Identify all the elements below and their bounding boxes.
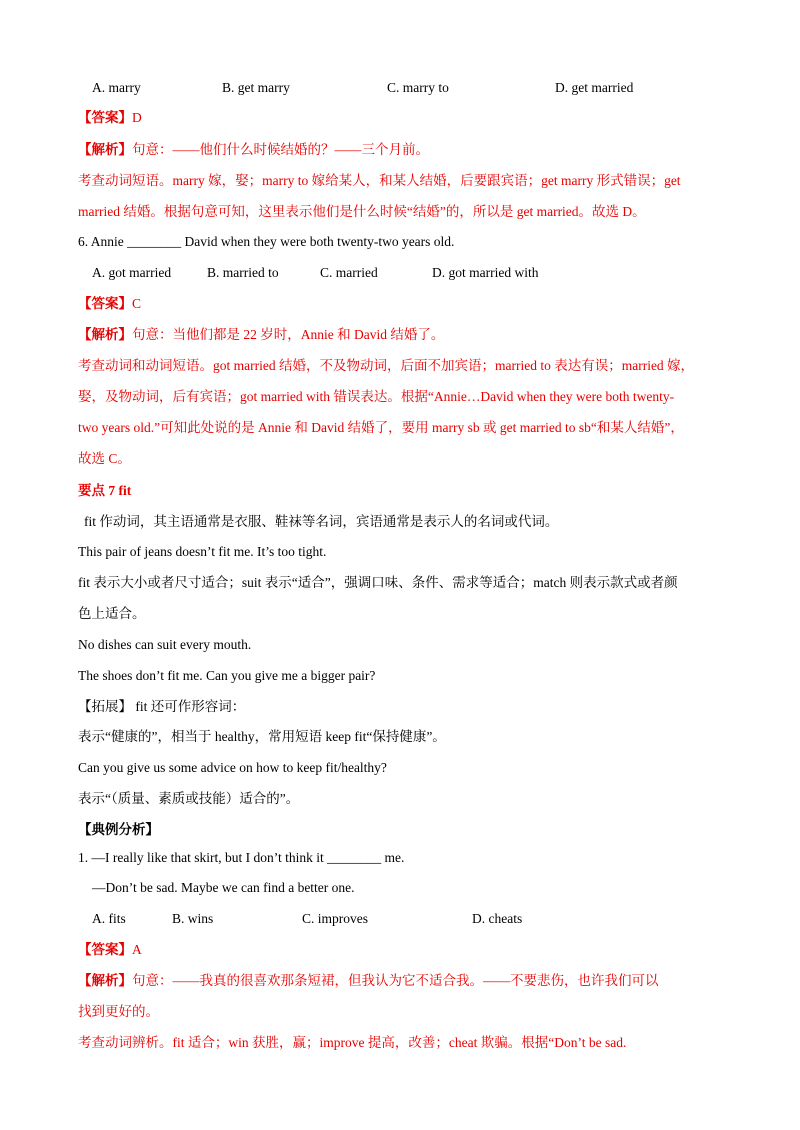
- answer-value: C: [132, 296, 142, 311]
- q6-option-d: D. got married with: [432, 265, 539, 280]
- example1-option-c: C. improves: [302, 911, 368, 926]
- q6-answer: [78, 294, 141, 314]
- example1-option-b: B. wins: [172, 911, 214, 926]
- q6-question: 6. Annie ________ David when they were both twenty-two years old.: [78, 234, 455, 249]
- q6-option-c: C. married: [320, 265, 378, 280]
- point7-heading: 要点 7 fit: [78, 483, 132, 498]
- point7-p8: 表示“健康的”，相当于 healthy，常用短语 keep fit“保持健康”。: [78, 729, 446, 744]
- answer-value: A: [132, 942, 142, 957]
- analysis-text: 句意：当他们都是 22 岁时，Annie 和 David 结婚了。: [132, 327, 445, 342]
- analysis-text: 句意：——他们什么时候结婚的？——三个月前。: [132, 142, 429, 157]
- q6-analysis-5: 故选 C。: [78, 451, 131, 466]
- example1-line2: —Don’t be sad. Maybe we can find a better one.: [92, 880, 355, 895]
- answer-value: D: [132, 110, 142, 125]
- point7-p2: This pair of jeans doesn’t fit me. It’s too tight.: [78, 544, 327, 559]
- q6-options: [92, 263, 712, 283]
- q5-analysis-2: 考查动词短语。marry 嫁，娶；marry to 嫁给某人，和某人结婚，后要跟宾语；get marry 形式错误；get: [78, 173, 681, 188]
- point7-p1: fit 作动词，其主语通常是衣服、鞋袜等名词，宾语通常是表示人的名词或代词。: [84, 514, 559, 529]
- example1-analysis-1: [78, 971, 659, 991]
- q5-options: [92, 78, 712, 98]
- point7-p10: 表示“（质量、素质或技能）适合的”。: [78, 791, 300, 806]
- point7-p4: 色上适合。: [78, 606, 146, 621]
- examples-heading: 【典例分析】: [78, 822, 159, 837]
- q5-option-c: C. marry to: [387, 80, 449, 95]
- q6-analysis-1: [78, 325, 444, 345]
- point7-p6: The shoes don’t fit me. Can you give me a bigger pair?: [78, 668, 376, 683]
- example1-analysis-2: 找到更好的。: [78, 1004, 159, 1019]
- example1-options: [92, 909, 712, 929]
- q6-analysis-3: 娶，及物动词，后有宾语；got married with 错误表达。根据“Annie…David when they were both twenty-: [78, 389, 675, 404]
- q6-option-b: B. married to: [207, 265, 279, 280]
- q6-option-a: A. got married: [92, 265, 172, 280]
- q5-analysis-3: married 结婚。根据句意可知，这里表示他们是什么时候“结婚”的，所以是 get married。故选 D。: [78, 204, 646, 219]
- q6-analysis-4: two years old.”可知此处说的是 Annie 和 David 结婚了，要用 marry sb 或 get married to sb“和某人结婚”，: [78, 420, 684, 435]
- q5-option-d: D. get married: [555, 80, 634, 95]
- answer-tag: 【答案】: [78, 110, 132, 125]
- point7-p5: No dishes can suit every mouth.: [78, 637, 252, 652]
- example1-line1: 1. —I really like that skirt, but I don’t think it ________ me.: [78, 850, 405, 865]
- analysis-tag: 【解析】: [78, 327, 132, 342]
- q6-analysis-2: 考查动词和动词短语。got married 结婚，不及物动词，后面不加宾语；married to 表达有误；married 嫁，: [78, 358, 695, 373]
- point7-p9: Can you give us some advice on how to keep fit/healthy?: [78, 760, 387, 775]
- answer-tag: 【答案】: [78, 942, 132, 957]
- analysis-tag: 【解析】: [78, 973, 132, 988]
- example1-option-a: A. fits: [92, 911, 126, 926]
- example1-answer: [78, 940, 142, 960]
- q5-option-b: B. get marry: [222, 80, 290, 95]
- point7-p3: fit 表示大小或者尺寸适合；suit 表示“适合”，强调口味、条件、需求等适合；match 则表示款式或者颜: [78, 575, 678, 590]
- q5-answer: [78, 108, 142, 128]
- q5-analysis-1: [78, 140, 429, 160]
- example1-analysis-3: 考查动词辨析。fit 适合；win 获胜，赢；improve 提高，改善；cheat 欺骗。根据“Don’t be sad.: [78, 1035, 627, 1050]
- q5-option-a: A. marry: [92, 80, 141, 95]
- example1-option-d: D. cheats: [472, 911, 523, 926]
- analysis-tag: 【解析】: [78, 142, 132, 157]
- analysis-text: 句意：——我真的很喜欢那条短裙，但我认为它不适合我。——不要悲伤，也许我们可以: [132, 973, 659, 988]
- answer-tag: 【答案】: [78, 296, 132, 311]
- point7-p7: 【拓展】 fit 还可作形容词：: [78, 699, 246, 714]
